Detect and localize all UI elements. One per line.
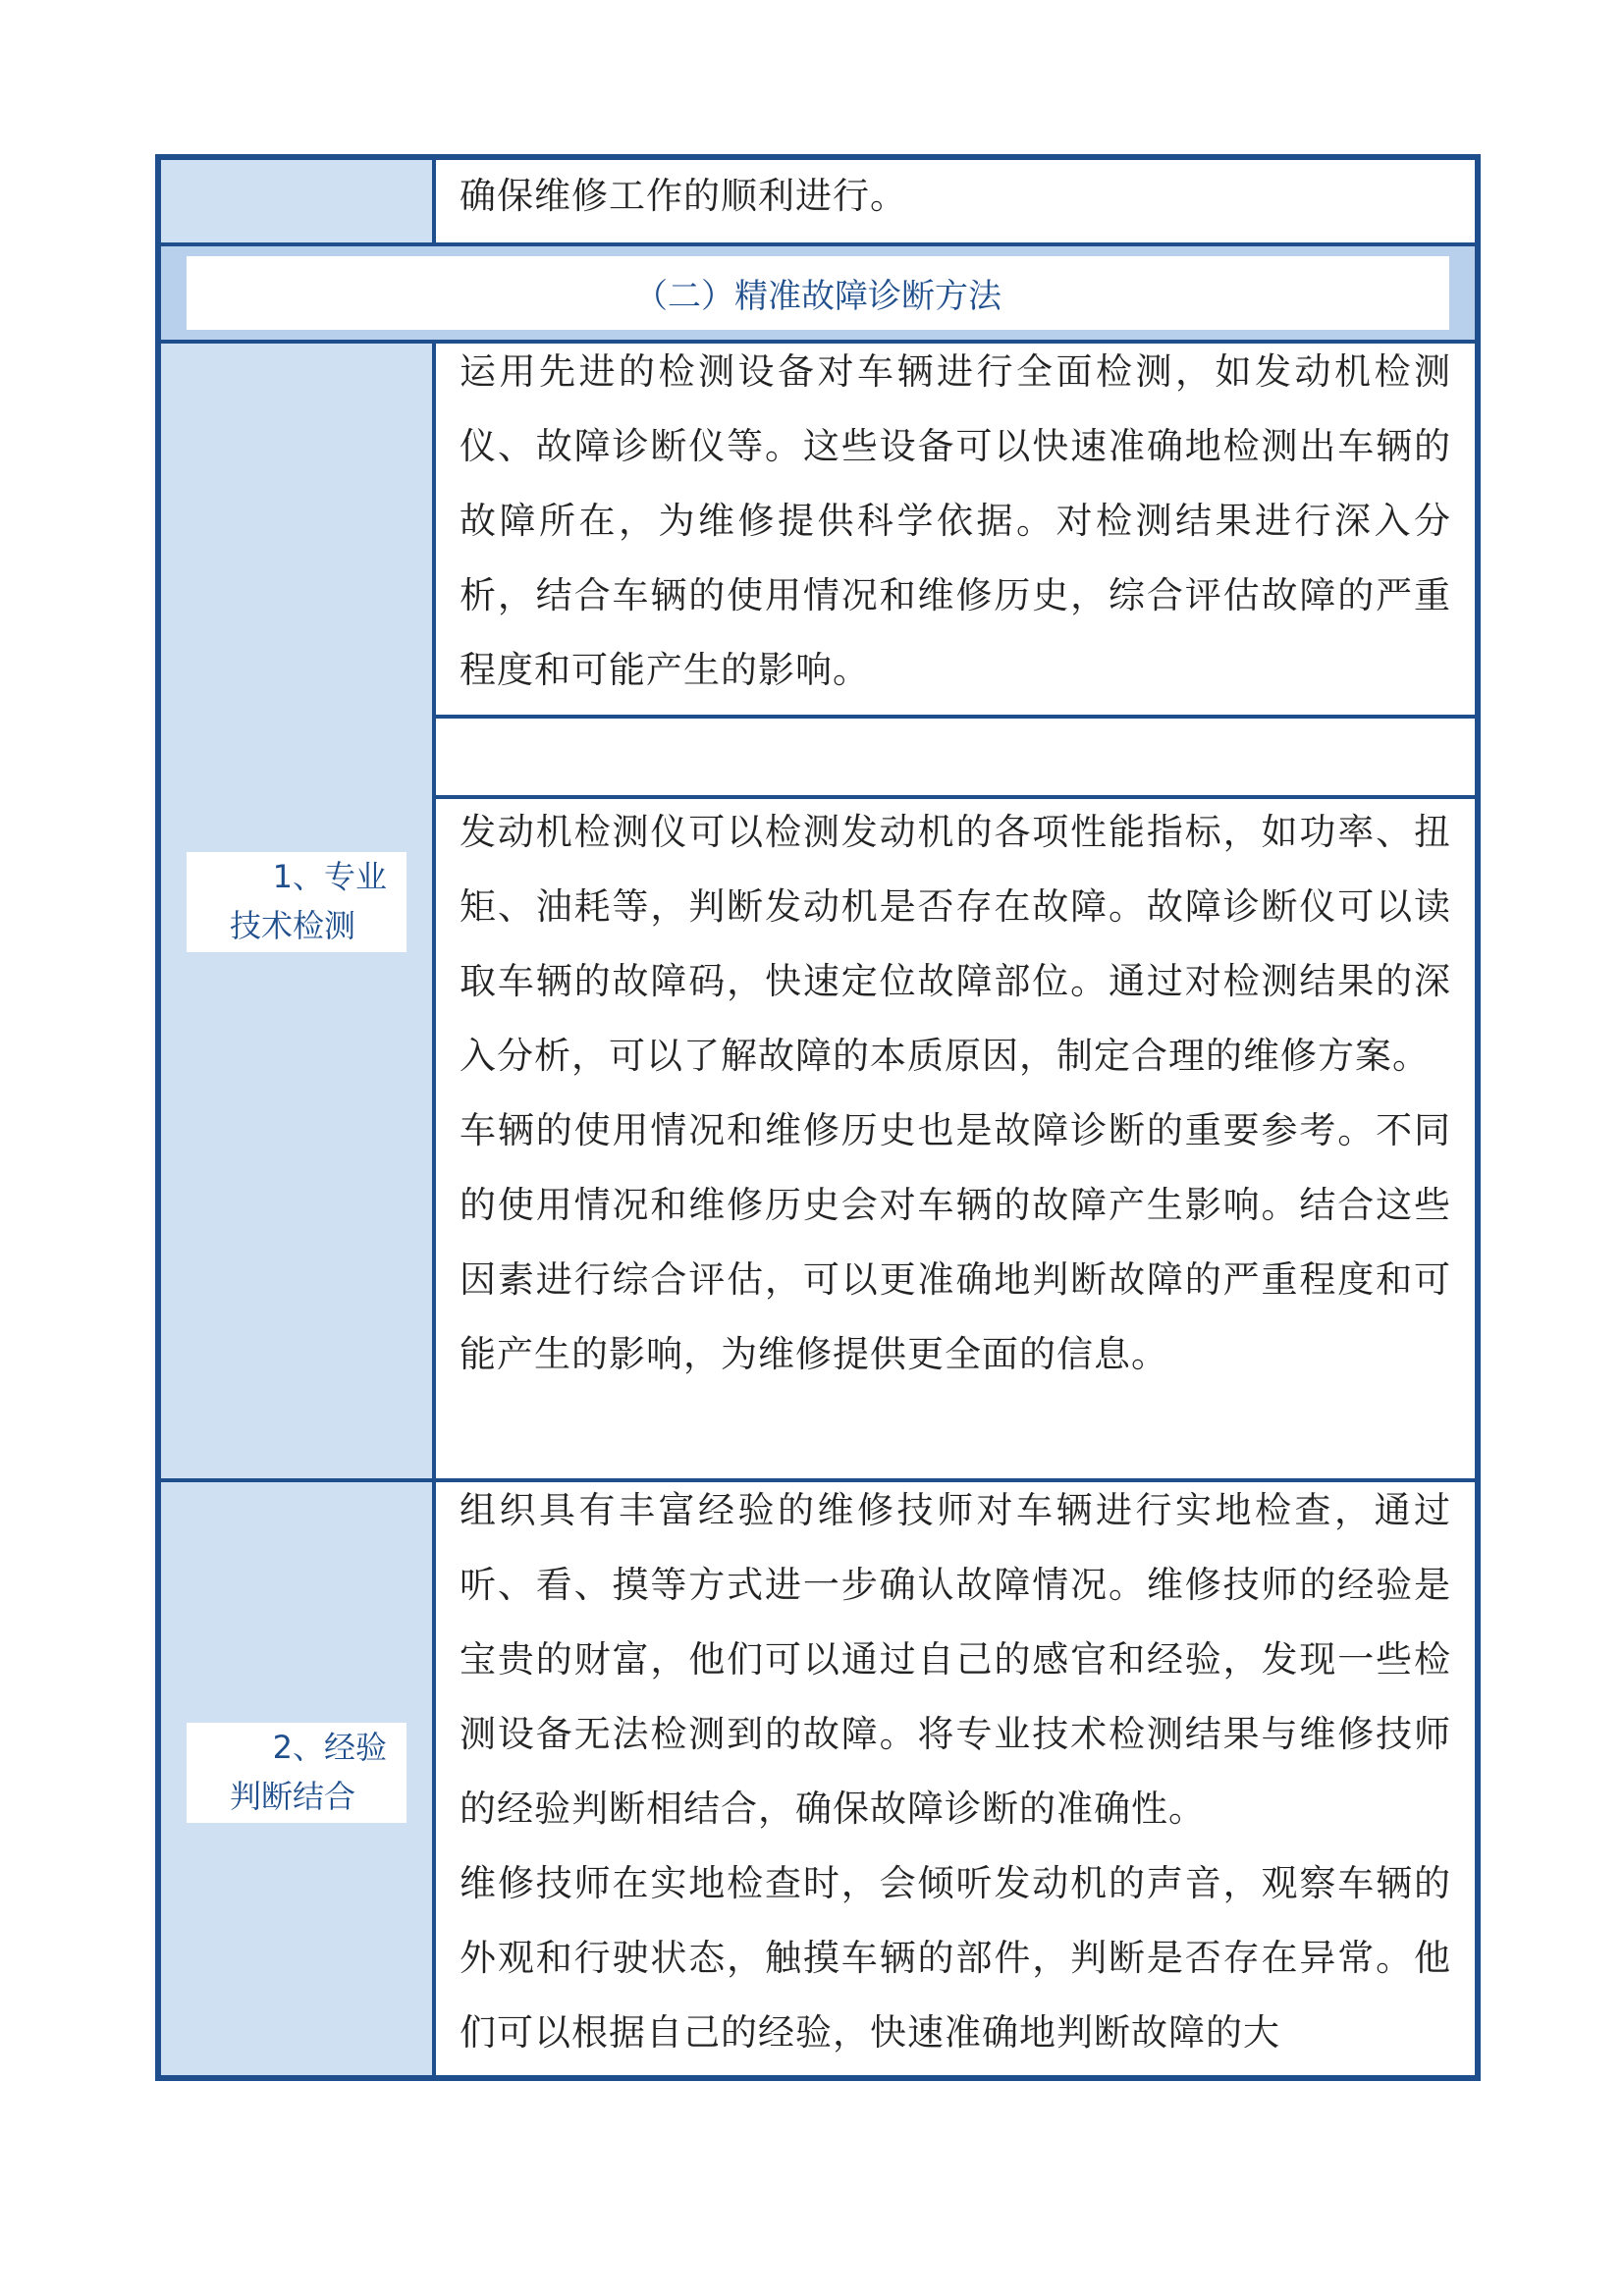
section-banner xyxy=(161,246,1475,340)
row2-paragraphs xyxy=(460,1473,1451,2070)
row1-label-line1: 1、专业 xyxy=(272,858,387,895)
paragraph: 发动机检测仪可以检测发动机的各项性能指标，如功率、扭矩、油耗等，判断发动机是否存在故障。故障诊断仪可以读取车辆的故障码，快速定位故障部位。通过对检测结果的深入分析，可以了解故障的本质原因，制定合理的维修方案。 xyxy=(460,811,1451,1077)
column-divider xyxy=(432,160,436,242)
section-title: （二）精准故障诊断方法 xyxy=(187,256,1449,330)
row1-label-line2: 技术检测 xyxy=(230,907,356,944)
paragraph: 车辆的使用情况和维修历史也是故障诊断的重要参考。不同的使用情况和维修历史会对车辆的故障产生影响。结合这些因素进行综合评估，可以更准确地判断故障的严重程度和可能产生的影响，为维修提供更全面的信息。 xyxy=(460,1109,1451,1375)
paragraph: 维修技师在实地检查时，会倾听发动机的声音，观察车辆的外观和行驶状态，触摸车辆的部件，判断是否存在异常。他们可以根据自己的经验，快速准确地判断故障的大 xyxy=(460,1862,1451,2054)
row1-paragraph-1 xyxy=(460,335,1451,708)
paragraph: 运用先进的检测设备对车辆进行全面检测，如发动机检测仪、故障诊断仪等。这些设备可以快速准确地检测出车辆的故障所在，为维修提供科学依据。对检测结果进行深入分析，结合车辆的使用情况和维修历史，综合评估故障的严重程度和可能产生的影响。 xyxy=(460,350,1451,691)
column-divider xyxy=(432,1482,436,2075)
row2-label-line1: 2、经验 xyxy=(272,1729,387,1766)
paragraph: 组织具有丰富经验的维修技师对车辆进行实地检查，通过听、看、摸等方式进一步确认故障情况。维修技师的经验是宝贵的财富，他们可以通过自己的感官和经验，发现一些检测设备无法检测到的故障。将专业技术检测结果与维修技师的经验判断相结合，确保故障诊断的准确性。 xyxy=(460,1489,1451,1830)
content-table xyxy=(155,154,1481,2081)
row-divider xyxy=(436,715,1475,719)
row1-label xyxy=(187,852,406,952)
top-row-text: 确保维修工作的顺利进行。 xyxy=(460,175,907,217)
row2-label xyxy=(187,1723,406,1823)
column-divider xyxy=(432,344,436,1478)
row2-label-line2: 判断结合 xyxy=(230,1778,356,1815)
top-left-cell xyxy=(161,160,432,242)
row1-paragraph-2 xyxy=(460,795,1451,1392)
